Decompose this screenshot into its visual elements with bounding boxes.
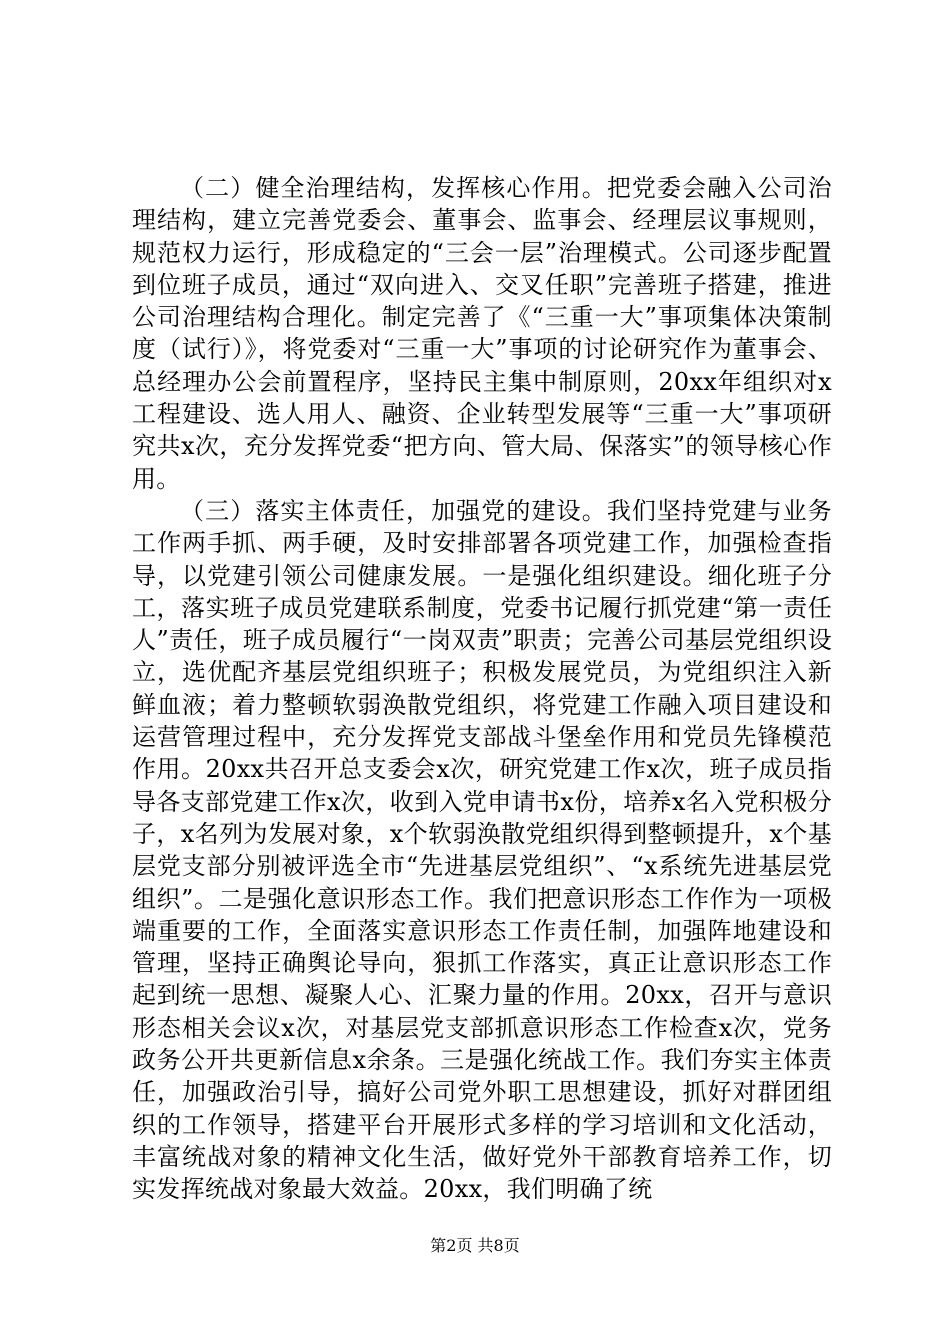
body-text [132,172,832,1206]
page-number-footer: 第2页 共8页 [430,1236,520,1255]
paragraph-governance-structure: （二）健全治理结构，发挥核心作用。把党委会融入公司治理结构，建立完善党委会、董事会、监事会、经理层议事规则，规范权力运行，形成稳定的“三会一层”治理模式。公司逐步配置到位班子成员，通过“双向进入、交叉任职”完善班子搭建，推进公司治理结构合理化。制定完善了《“三重一大”事项集体决策制度（试行）》，将党委对“三重一大”事项的讨论研究作为董事会、总经理办公会前置程序，坚持民主集中制原则，20xx年组织对x工程建设、选人用人、融资、企业转型发展等“三重一大”事项研究共x次，充分发挥党委“把方向、管大局、保落实”的领导核心作用。 [132,174,832,493]
paragraph-party-building: （三）落实主体责任，加强党的建设。我们坚持党建与业务工作两手抓、两手硬，及时安排部署各项党建工作，加强检查指导，以党建引领公司健康发展。一是强化组织建设。细化班子分工，落实班子成员党建联系制度，党委书记履行抓党建“第一责任人”责任，班子成员履行“一岗双责”职责；完善公司基层党组织设立，选优配齐基层党组织班子；积极发展党员，为党组织注入新鲜血液；着力整顿软弱涣散党组织，将党建工作融入项目建设和运营管理过程中，充分发挥党支部战斗堡垒作用和党员先锋模范作用。20xx共召开总支委会x次，研究党建工作x次，班子成员指导各支部党建工作x次，收到入党申请书x份，培养x名入党积极分子，x名列为发展对象，x个软弱涣散党组织得到整顿提升，x个基层党支部分别被评选全市“先进基层党组织”、“x系统先进基层党组织”。二是强化意识形态工作。我们把意识形态工作作为一项极端重要的工作，全面落实意识形态工作责任制，加强阵地建设和管理，坚持正确舆论导向，狠抓工作落实，真正让意识形态工作起到统一思想、凝聚人心、汇聚力量的作用。20xx，召开与意识形态相关会议x次，对基层党支部抓意识形态工作检查x次，党务政务公开共更新信息x余条。三是强化统战工作。我们夯实主体责任，加强政治引导，搞好公司党外职工思想建设，抓好对群团组织的工作领导，搭建平台开展形式多样的学习培训和文化活动，丰富统战对象的精神文化生活，做好党外干部教育培养工作，切实发挥统战对象最大效益。20xx，我们明确了统 [132,496,832,1204]
